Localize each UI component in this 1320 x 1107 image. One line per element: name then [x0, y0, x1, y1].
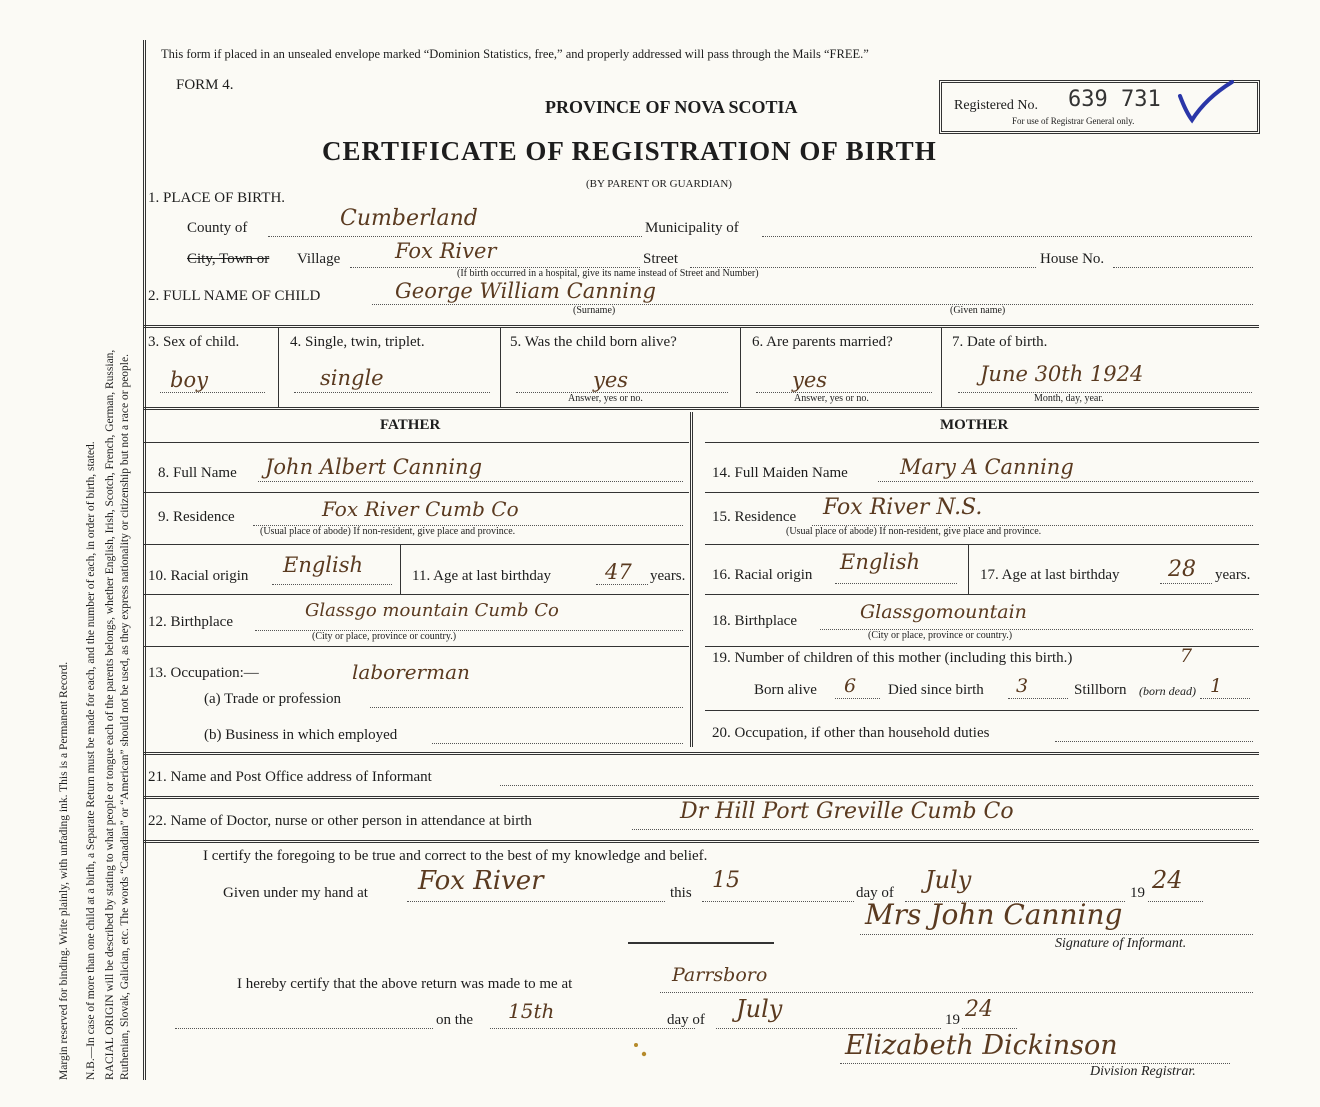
- form-number: FORM 4.: [176, 77, 234, 93]
- registered-number: 639 731: [1068, 87, 1161, 112]
- mother-racial-age-rule: [968, 545, 969, 594]
- stillborn-line: [1200, 698, 1250, 699]
- father-age-years: years.: [650, 568, 686, 584]
- mother-row-rule-5: [705, 710, 1259, 711]
- col-rule-3: [740, 328, 741, 407]
- margin-note-1: Margin reserved for binding. Write plainly, with unfading ink. This is a Permanent Record.: [58, 661, 70, 1080]
- parents-married-label: 6. Are parents married?: [752, 334, 893, 350]
- registered-label: Registered No.: [954, 98, 1038, 113]
- father-birthplace-label: 12. Birthplace: [148, 614, 233, 630]
- mother-occupation-line: [1055, 741, 1253, 742]
- died-count-line: [1008, 698, 1068, 699]
- given-day-value: 15: [712, 868, 740, 893]
- margin-note-3: RACIAL ORIGIN will be described by stating to what people or tongue each of the parents belongs, whether English, Irish, Scotch, French, German, Russian,: [104, 349, 116, 1080]
- col-rule-2: [500, 328, 501, 407]
- registrar-year-value: 24: [965, 997, 993, 1022]
- father-abode-note: (Usual place of abode) If non-resident, give place and province.: [260, 526, 516, 537]
- father-occupation-value: laborerman: [352, 660, 470, 684]
- stillborn-label: Stillborn: [1074, 682, 1127, 698]
- father-row-rule-4: [143, 646, 689, 647]
- informant-signature-line: [860, 934, 1253, 935]
- informant-signature: Mrs John Canning: [865, 898, 1123, 931]
- registrar-on-the-label: on the: [436, 1012, 474, 1028]
- given-year-value: 24: [1152, 866, 1183, 894]
- mother-age-value: 28: [1168, 557, 1196, 582]
- father-occupation-label: 13. Occupation:—: [148, 665, 259, 681]
- plurality-value: single: [320, 366, 384, 390]
- municipality-label: Municipality of: [645, 220, 739, 236]
- registrar-day-of-label: day of: [667, 1012, 705, 1028]
- registrar-month-line: [716, 1028, 941, 1029]
- section-separator: [628, 942, 774, 944]
- rule-3-7-top: [143, 325, 1259, 328]
- mother-racial-value: English: [840, 550, 921, 574]
- father-racial-value: English: [283, 553, 364, 577]
- birth-date-label: 7. Date of birth.: [952, 334, 1048, 350]
- father-age-label: 11. Age at last birthday: [412, 568, 551, 584]
- father-row-rule-1: [143, 492, 689, 493]
- city-town-struck: City, Town or: [187, 251, 270, 267]
- street-label: Street: [643, 251, 678, 267]
- doctor-label: 22. Name of Doctor, nurse or other person in attendance at birth: [148, 813, 532, 829]
- father-heading-rule: [143, 442, 689, 443]
- county-line: [268, 236, 642, 237]
- father-residence-value: Fox River Cumb Co: [322, 497, 519, 521]
- mother-age-line: [1160, 583, 1212, 584]
- father-trade-label: (a) Trade or profession: [204, 691, 342, 707]
- given-name-note: (Given name): [950, 305, 1006, 316]
- village-value: Fox River: [395, 239, 497, 263]
- registrar-statement: I hereby certify that the above return was made to me at: [237, 976, 573, 992]
- place-heading: 1. PLACE OF BIRTH.: [148, 190, 286, 206]
- registrar-year-line: [962, 1028, 1017, 1029]
- child-name-value: George William Canning: [395, 279, 656, 303]
- father-name-label: 8. Full Name: [158, 465, 237, 481]
- father-age-line: [596, 584, 648, 585]
- given-month-value: July: [925, 866, 972, 894]
- father-row-rule-2: [143, 544, 689, 545]
- mother-residence-value: Fox River N.S.: [823, 495, 983, 520]
- born-alive-count-label: Born alive: [754, 682, 817, 698]
- plurality-line: [294, 392, 490, 393]
- father-racial-line: [272, 584, 392, 585]
- mother-row-rule-1: [705, 492, 1259, 493]
- given-place-value: Fox River: [418, 866, 544, 896]
- rule-22-bottom: [143, 840, 1259, 843]
- mother-abode-note: (Usual place of abode) If non-resident, give place and province.: [786, 526, 1042, 537]
- checkmark-icon: [1176, 78, 1236, 128]
- registrar-note: For use of Registrar General only.: [1012, 116, 1135, 126]
- father-city-note: (City or place, province or country.): [312, 631, 457, 642]
- born-alive-count-line: [835, 698, 880, 699]
- stillborn-note: (born dead): [1139, 684, 1196, 698]
- mother-row-rule-4: [705, 646, 1259, 647]
- registrar-lead-line: [175, 1028, 433, 1029]
- birth-date-value: June 30th 1924: [980, 362, 1144, 386]
- mother-birthplace-value: Glassgomountain: [860, 601, 1027, 623]
- mother-birthplace-label: 18. Birthplace: [712, 613, 797, 629]
- given-day-of-label: day of: [856, 885, 894, 901]
- informant-label: 21. Name and Post Office address of Informant: [148, 769, 432, 785]
- registrar-caption: Division Registrar.: [1090, 1064, 1196, 1079]
- father-residence-label: 9. Residence: [158, 509, 235, 525]
- died-count-label: Died since birth: [888, 682, 984, 698]
- father-name-value: John Albert Canning: [265, 455, 483, 479]
- doctor-line: [632, 829, 1253, 830]
- father-birthplace-value: Glassgo mountain Cumb Co: [305, 600, 559, 621]
- children-count-label: 19. Number of children of this mother (including this birth.): [712, 650, 1073, 666]
- sex-value: boy: [170, 368, 208, 392]
- sex-label: 3. Sex of child.: [148, 334, 240, 350]
- born-alive-label: 5. Was the child born alive?: [510, 334, 677, 350]
- informant-signature-caption: Signature of Informant.: [1055, 936, 1187, 951]
- village-label: Village: [297, 251, 341, 267]
- province-heading: PROVINCE OF NOVA SCOTIA: [545, 97, 798, 117]
- mother-city-note: (City or place, province or country.): [868, 630, 1013, 641]
- col-rule-4: [941, 328, 942, 407]
- rule-21-top: [143, 752, 1259, 755]
- mother-residence-label: 15. Residence: [712, 509, 797, 525]
- rule-3-7-bottom: [143, 407, 1259, 410]
- mother-heading: MOTHER: [940, 417, 1009, 433]
- registrar-signature: Elizabeth Dickinson: [845, 1030, 1118, 1061]
- page-subtitle: (BY PARENT OR GUARDIAN): [586, 178, 732, 190]
- father-name-line: [258, 481, 683, 482]
- father-racial-age-rule: [400, 545, 401, 594]
- birth-date-note: Month, day, year.: [1034, 393, 1104, 404]
- house-label: House No.: [1040, 251, 1105, 267]
- mother-name-line: [878, 481, 1253, 482]
- mother-name-label: 14. Full Maiden Name: [712, 465, 848, 481]
- house-line: [1113, 267, 1253, 268]
- children-count-value: 7: [1180, 645, 1193, 667]
- mother-row-rule-3: [705, 594, 1259, 595]
- sex-line: [160, 392, 265, 393]
- given-under-label: Given under my hand at: [223, 885, 368, 901]
- father-business-line: [432, 743, 683, 744]
- birth-date-line: [958, 392, 1252, 393]
- father-racial-label: 10. Racial origin: [148, 568, 249, 584]
- municipality-line: [762, 236, 1252, 237]
- col-rule-1: [278, 328, 279, 407]
- registrar-place-line: [660, 992, 1253, 993]
- father-trade-line: [370, 707, 683, 708]
- registrar-year-prefix: 19: [945, 1012, 960, 1028]
- mother-racial-label: 16. Racial origin: [712, 567, 813, 583]
- registrar-place-value: Parrsboro: [672, 964, 768, 986]
- mother-name-value: Mary A Canning: [900, 455, 1074, 479]
- given-day-line: [702, 901, 854, 902]
- certify-statement: I certify the foregoing to be true and correct to the best of my knowledge and belief.: [203, 848, 708, 864]
- mother-heading-rule: [705, 442, 1259, 443]
- mother-occupation-label: 20. Occupation, if other than household duties: [712, 725, 990, 741]
- mother-age-label: 17. Age at last birthday: [980, 567, 1120, 583]
- mail-notice: This form if placed in an unsealed envelope marked “Dominion Statistics, free,” and properly addressed will pass through the Mails “FREE.”: [161, 47, 869, 61]
- plurality-label: 4. Single, twin, triplet.: [290, 334, 425, 350]
- father-mother-divider: [690, 412, 693, 747]
- given-year-prefix: 19: [1130, 885, 1145, 901]
- registrar-day-value: 15th: [508, 999, 555, 1023]
- mother-row-rule-2: [705, 544, 1259, 545]
- mother-racial-line: [835, 583, 957, 584]
- given-year-line: [1148, 901, 1203, 902]
- informant-line: [500, 785, 1253, 786]
- margin-rule: [143, 40, 146, 1080]
- given-this-label: this: [670, 885, 692, 901]
- father-business-label: (b) Business in which employed: [204, 727, 398, 743]
- registrar-month-value: July: [736, 995, 783, 1023]
- margin-note-2: N.B.—In case of more than one child at a birth, a Separate Return must be made for each, and the number of each, in order of birth, stated.: [85, 441, 97, 1080]
- born-alive-count-value: 6: [844, 675, 857, 697]
- margin-note-4: Ruthenian, Slovak, Galician, etc. The words “Canadian” or “American” should not be used, as they express nationality or citizenship but not a race or people.: [119, 354, 131, 1080]
- child-name-label: 2. FULL NAME OF CHILD: [148, 288, 321, 304]
- child-name-line: [372, 304, 1253, 305]
- father-age-value: 47: [605, 560, 632, 584]
- mother-age-years: years.: [1215, 567, 1251, 583]
- hospital-note: (If birth occurred in a hospital, give its name instead of Street and Number): [457, 268, 759, 279]
- county-value: Cumberland: [340, 206, 478, 231]
- born-alive-value: yes: [593, 368, 629, 392]
- given-place-line: [407, 901, 665, 902]
- doctor-value: Dr Hill Port Greville Cumb Co: [680, 799, 1014, 824]
- parents-married-note: Answer, yes or no.: [794, 393, 869, 404]
- father-row-rule-3: [143, 594, 689, 595]
- died-count-value: 3: [1016, 675, 1029, 697]
- registrar-day-line: [490, 1028, 695, 1029]
- born-alive-note: Answer, yes or no.: [568, 393, 643, 404]
- ink-spots: [630, 1040, 650, 1060]
- surname-note: (Surname): [573, 305, 616, 316]
- parents-married-value: yes: [792, 368, 828, 392]
- county-label: County of: [187, 220, 248, 236]
- father-heading: FATHER: [380, 417, 441, 433]
- stillborn-value: 1: [1210, 675, 1223, 697]
- page-title: CERTIFICATE OF REGISTRATION OF BIRTH: [322, 136, 937, 166]
